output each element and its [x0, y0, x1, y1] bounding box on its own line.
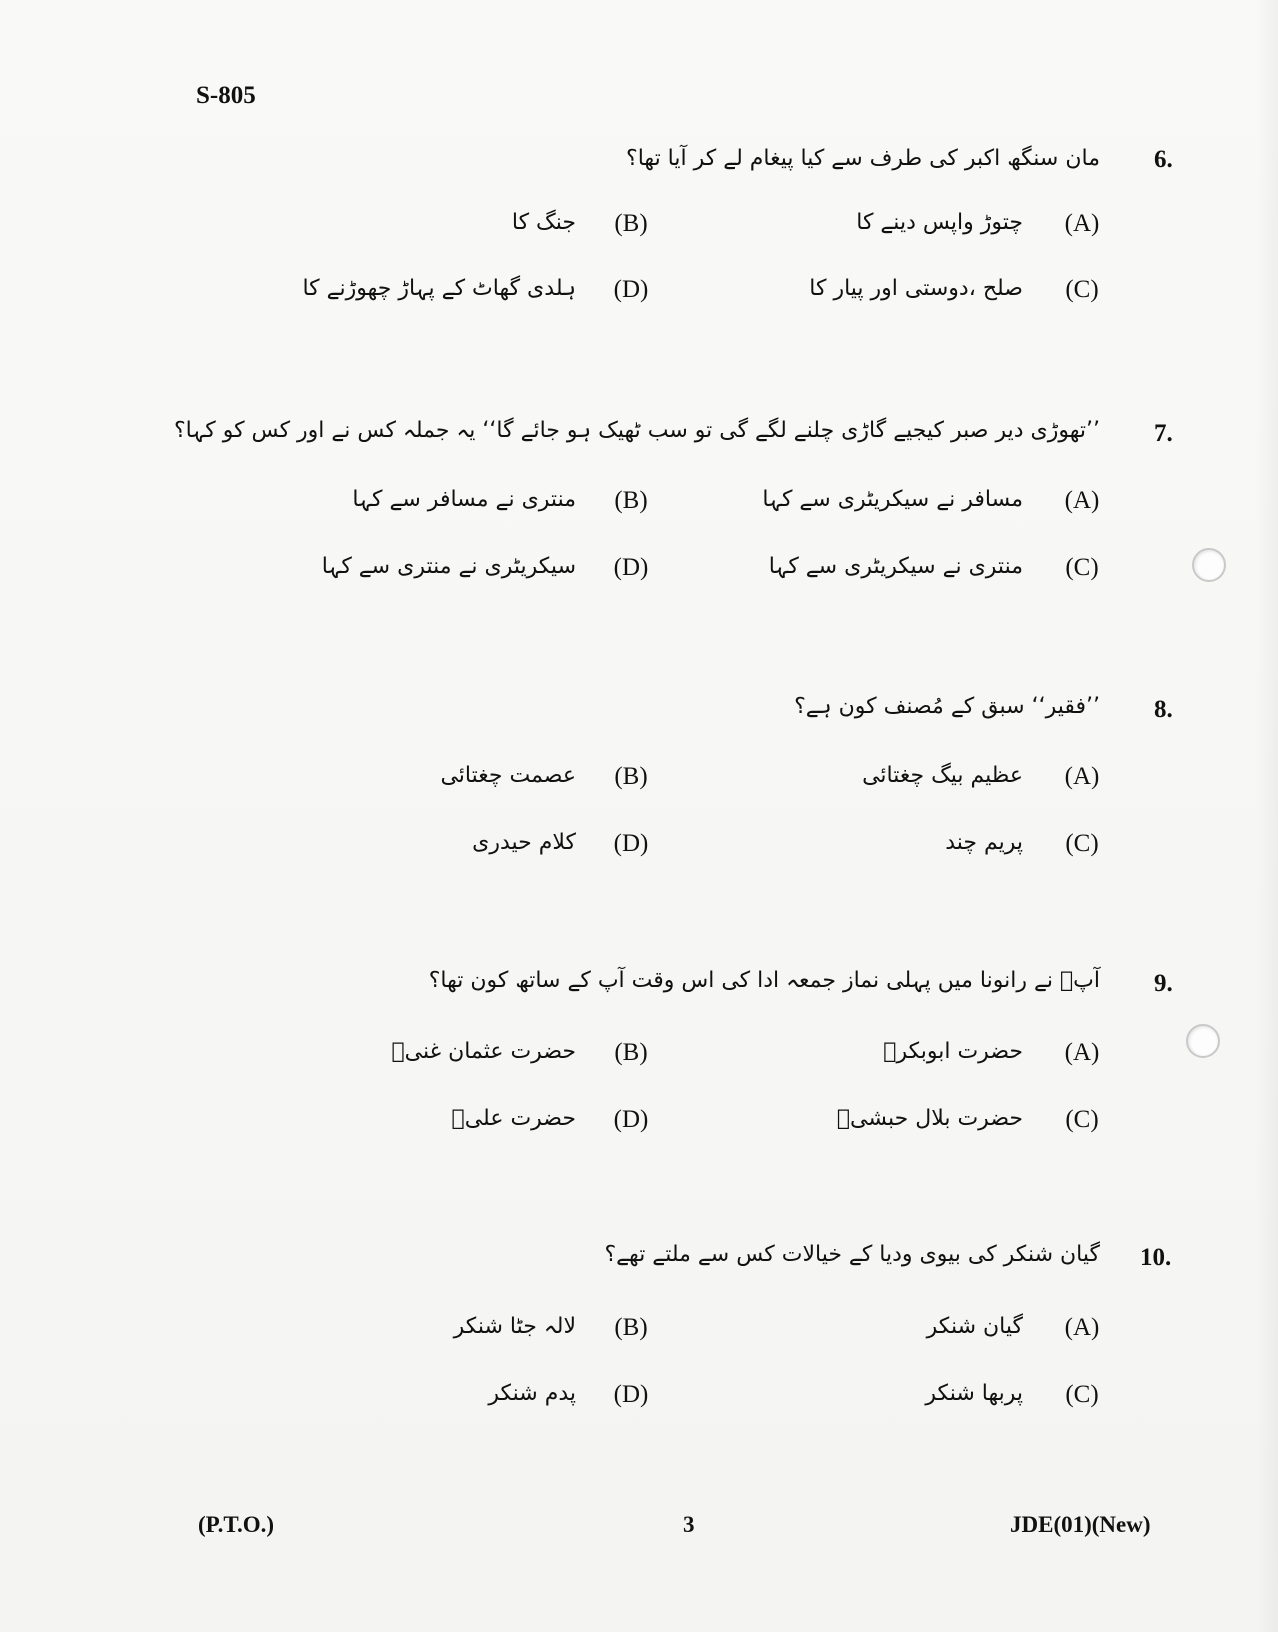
question-number: 6. [1154, 146, 1173, 173]
option-text: مسافر نے سیکریٹری سے کہا [762, 487, 1023, 512]
option-letter: (B) [614, 210, 648, 237]
question-number: 7. [1154, 420, 1173, 447]
option-text: حضرت بلال حبشیؓ [836, 1106, 1023, 1131]
option-letter: (D) [613, 830, 649, 857]
option-text: ہلدی گھاٹ کے پہاڑ چھوڑنے کا [302, 276, 576, 301]
option-text: جنگ کا [511, 210, 576, 235]
option-letter: (B) [614, 487, 648, 514]
option-text: پریم چند [945, 830, 1023, 855]
question-text: گیان شنکر کی بیوی ودیا کے خیالات کس سے ملتے تھے؟ [604, 1242, 1100, 1267]
page-number: 3 [683, 1512, 695, 1537]
option-letter: (A) [1064, 1039, 1100, 1066]
option-letter: (D) [613, 1106, 649, 1133]
question-text: آپؐ نے رانونا میں پہلی نماز جمعہ ادا کی اس وقت آپ کے ساتھ کون تھا؟ [428, 968, 1100, 993]
option-letter: (B) [614, 1314, 648, 1341]
option-letter: (D) [613, 554, 649, 581]
option-letter: (C) [1065, 1106, 1099, 1133]
option-text: پدم شنکر [488, 1381, 576, 1406]
footer-paper-code: JDE(01)(New) [1010, 1512, 1151, 1537]
option-text: چتوڑ واپس دینے کا [856, 210, 1023, 235]
option-text: پربھا شنکر [925, 1381, 1023, 1406]
option-letter: (D) [613, 276, 649, 303]
question-text: مان سنگھ اکبر کی طرف سے کیا پیغام لے کر آیا تھا؟ [626, 146, 1100, 171]
page-edge-shadow [1256, 0, 1278, 1632]
option-letter: (A) [1064, 763, 1100, 790]
option-text: سیکریٹری نے منتری سے کہا [321, 554, 576, 579]
option-text: منتری نے مسافر سے کہا [352, 487, 576, 512]
option-text: حضرت ابوبکرؓ [883, 1039, 1023, 1064]
option-text: کلام حیدری [472, 830, 576, 855]
question-text: ’’فقیر‘‘ سبق کے مُصنف کون ہے؟ [794, 694, 1100, 719]
question-text: ’’تھوڑی دیر صبر کیجیے گاڑی چلنے لگے گی تو سب ٹھیک ہو جائے گا‘‘ یہ جملہ کس نے اور کس کو کہا؟ [173, 418, 1100, 443]
option-letter: (C) [1065, 1381, 1099, 1408]
option-letter: (A) [1064, 1314, 1100, 1341]
question-number: 9. [1154, 970, 1173, 997]
punch-hole [1186, 1024, 1220, 1058]
option-text: لالہ جٹا شنکر [453, 1314, 576, 1339]
option-letter: (D) [613, 1381, 649, 1408]
option-letter: (B) [614, 763, 648, 790]
option-text: عظیم بیگ چغتائی [862, 763, 1023, 788]
footer-pto: (P.T.O.) [198, 1512, 275, 1537]
question-number: 10. [1140, 1244, 1172, 1271]
paper-code: S-805 [196, 82, 256, 109]
option-letter: (A) [1064, 210, 1100, 237]
option-letter: (B) [614, 1039, 648, 1066]
option-letter: (C) [1065, 276, 1099, 303]
punch-hole [1192, 548, 1226, 582]
question-number: 8. [1154, 696, 1173, 723]
option-text: منتری نے سیکریٹری سے کہا [768, 554, 1023, 579]
option-text: حضرت عثمان غنیؓ [391, 1039, 576, 1064]
option-text: حضرت علیؓ [451, 1106, 576, 1131]
option-letter: (A) [1064, 487, 1100, 514]
option-text: گیان شنکر [926, 1314, 1023, 1339]
option-letter: (C) [1065, 554, 1099, 581]
option-text: صلح ،دوستی اور پیار کا [809, 276, 1023, 301]
option-text: عصمت چغتائی [440, 763, 576, 788]
option-letter: (C) [1065, 830, 1099, 857]
